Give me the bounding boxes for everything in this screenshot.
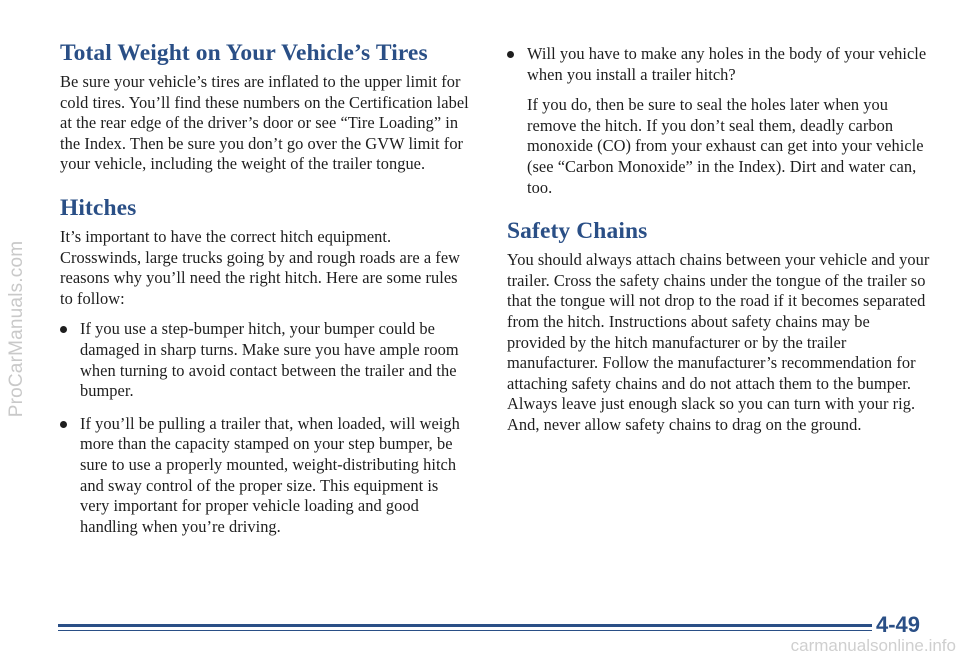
section-body-total-weight: Be sure your vehicle’s tires are inflated to the upper limit for cold tires. You’ll find these numbers on the Certification label at the rear edge of the driver’s door or see “Tire Loading” in the Index. Then be sure you don’t go over the GVW limit for your vehicle, including the weight of the trailer tongue. [60,72,469,174]
bullet-text: Will you have to make any holes in the body of your vehicle when you install a trailer hitch? [527,44,927,84]
watermark [2,0,32,658]
footer-rule-thin [58,630,900,631]
site-footer: carmanualsonline.info [790,636,956,655]
bullet-icon [60,421,67,428]
left-column [60,38,470,537]
section-body-safety-chains: You should always attach chains between your vehicle and your trailer. Cross the safety chains under the tongue of the trailer so that the tongue will not drop to the road if it becomes separated from the hitch. Instructions about safety chains may be provided by the hitch manufacturer or by the trailer manufacturer. Follow the manufacturer’s recommendation for attaching safety chains and do not attach them to the bumper. Always leave just enough slack so you can turn with your rig. And, never allow safety chains to drag on the ground. [507,250,930,434]
bullet-text: If you’ll be pulling a trailer that, when loaded, will weigh more than the capacity stamped on your step bumper, be sure to use a properly mounted, weight-distributing hitch and sway control of the proper size. This equipment is very important for proper vehicle loading and good handling when you’re driving. [80,413,460,536]
bullet-followup-text: If you do, then be sure to seal the holes later when you remove the hitch. If you don’t seal them, deadly carbon monoxide (CO) from your exhaust can get into your vehicle (see “Carbon Monoxide” in the Index). Dirt and water can, too. [527,95,924,197]
footer-rule [58,624,900,627]
bullet-icon [507,51,514,58]
right-column [507,38,932,436]
page-number: 4-49 [872,612,924,638]
section-title-hitches: Hitches [60,194,137,221]
list-item [60,319,470,401]
section-body-hitches: It’s important to have the correct hitch equipment. Crosswinds, large trucks going by and rough roads are a few reasons why you’ll need the right hitch. Here are some rules to follow: [60,226,461,308]
list-item [60,414,470,538]
section-title-total-weight: Total Weight on Your Vehicle’s Tires [60,40,428,66]
watermark-text: ProCarManuals.com [6,240,27,418]
bullet-icon [60,326,67,333]
bullet-text: If you use a step-bumper hitch, your bumper could be damaged in sharp turns. Make sure you have ample room when turning to avoid contact between the trailer and the bumper. [80,319,459,401]
list-item [507,44,932,85]
section-title-safety-chains: Safety Chains [507,218,648,245]
